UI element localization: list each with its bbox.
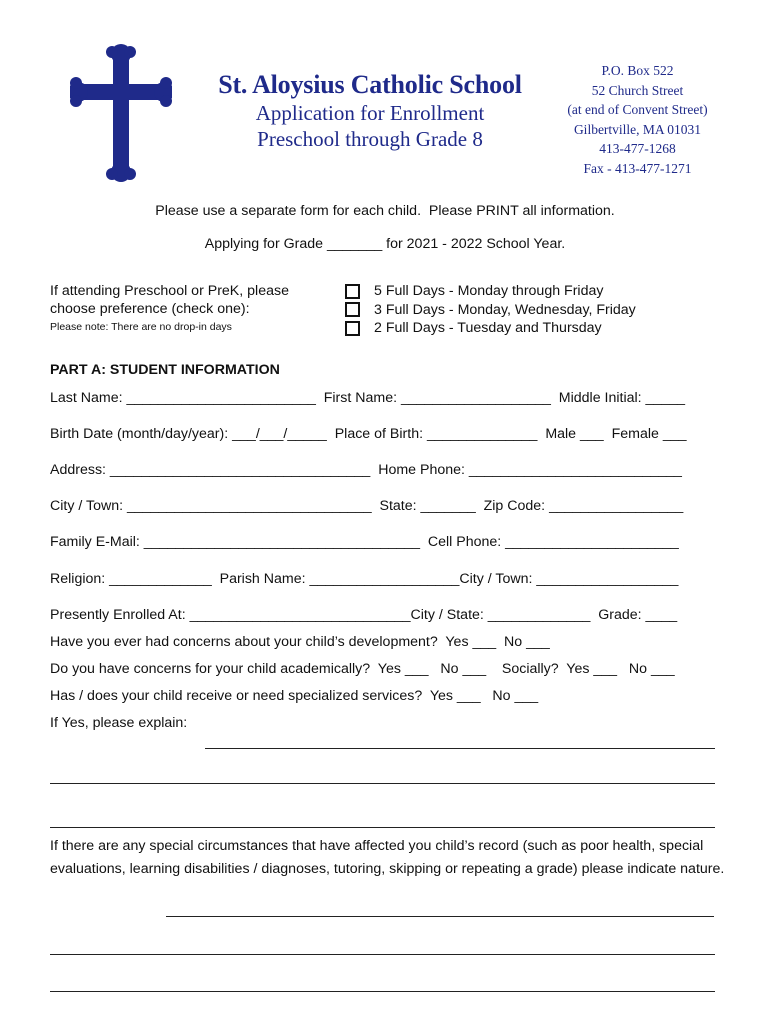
email-fields[interactable]: Family E-Mail: ___________________________________ Cell Phone: ______________________ bbox=[50, 534, 679, 550]
cross-icon bbox=[70, 44, 172, 182]
school-name: St. Aloysius Catholic School bbox=[218, 70, 522, 99]
special-circumstances-question: If there are any special circumstances that have affected you child’s record (such as poor health, special evaluations, learning disabilities / diagnoses, tutoring, skipping or repeating a grade) please indicate nature. bbox=[50, 838, 725, 877]
enrollment-fields[interactable]: Presently Enrolled At: ____________________________City / State: _____________ Grade: ____ bbox=[50, 607, 678, 623]
phone-line: 413-477-1268 bbox=[599, 141, 676, 156]
birth-fields[interactable]: Birth Date (month/day/year): ___/___/_____ Place of Birth: ______________ Male ___ Female ___ bbox=[50, 426, 687, 442]
address-line: P.O. Box 522 bbox=[601, 63, 674, 78]
services-question[interactable]: Has / does your child receive or need specialized services? Yes ___ No ___ bbox=[50, 688, 539, 704]
explain-line[interactable] bbox=[50, 827, 715, 828]
option-2-days[interactable] bbox=[345, 319, 636, 338]
preference-prompt-line: choose preference (check one): bbox=[50, 301, 250, 317]
religion-fields[interactable]: Religion: _____________ Parish Name: ___________________City / Town: __________________ bbox=[50, 571, 679, 587]
academic-question[interactable]: Do you have concerns for your child academically? Yes ___ No ___ Socially? Yes ___ No ___ bbox=[50, 661, 675, 677]
option-label: 3 Full Days - Monday, Wednesday, Friday bbox=[374, 301, 636, 318]
address-line: (at end of Convent Street) bbox=[567, 102, 708, 117]
circumstances-line[interactable] bbox=[166, 916, 714, 917]
development-question[interactable]: Have you ever had concerns about your child’s development? Yes ___ No ___ bbox=[50, 634, 550, 650]
option-3-days[interactable] bbox=[345, 301, 636, 320]
checkbox[interactable] bbox=[345, 302, 360, 317]
address-line: 52 Church Street bbox=[591, 82, 684, 98]
school-address bbox=[555, 61, 720, 178]
name-fields[interactable]: Last Name: ________________________ First Name: ___________________ Middle Initial: _____ bbox=[50, 390, 685, 406]
option-label: 5 Full Days - Monday through Friday bbox=[374, 283, 604, 300]
option-5-days[interactable] bbox=[345, 282, 636, 301]
form-subtitle: Preschool through Grade 8 bbox=[257, 127, 483, 151]
option-label: 2 Full Days - Tuesday and Thursday bbox=[374, 320, 602, 337]
explain-line[interactable] bbox=[205, 748, 715, 749]
separate-form-instruction: Please use a separate form for each child. Please PRINT all information. bbox=[155, 203, 615, 219]
part-a-heading: PART A: STUDENT INFORMATION bbox=[50, 362, 280, 378]
address-fields[interactable]: Address: _________________________________ Home Phone: ___________________________ bbox=[50, 462, 682, 478]
circumstances-line[interactable] bbox=[50, 954, 715, 955]
explain-label: If Yes, please explain: bbox=[50, 715, 188, 731]
preference-prompt-line: If attending Preschool or PreK, please bbox=[50, 283, 289, 299]
form-title: Application for Enrollment bbox=[255, 101, 485, 125]
checkbox[interactable] bbox=[345, 284, 360, 299]
checkbox[interactable] bbox=[345, 321, 360, 336]
city-fields[interactable]: City / Town: _______________________________ State: _______ Zip Code: _________________ bbox=[50, 498, 684, 514]
fax-line: Fax - 413-477-1271 bbox=[583, 160, 692, 176]
drop-in-note: Please note: There are no drop-in days bbox=[50, 321, 232, 333]
preference-options bbox=[345, 282, 636, 338]
address-line: Gilbertville, MA 01031 bbox=[573, 121, 702, 137]
preference-prompt bbox=[50, 282, 289, 334]
circumstances-line[interactable] bbox=[50, 991, 715, 992]
grade-line[interactable]: Applying for Grade _______ for 2021 - 2022 School Year. bbox=[204, 236, 566, 252]
explain-line[interactable] bbox=[50, 783, 715, 784]
